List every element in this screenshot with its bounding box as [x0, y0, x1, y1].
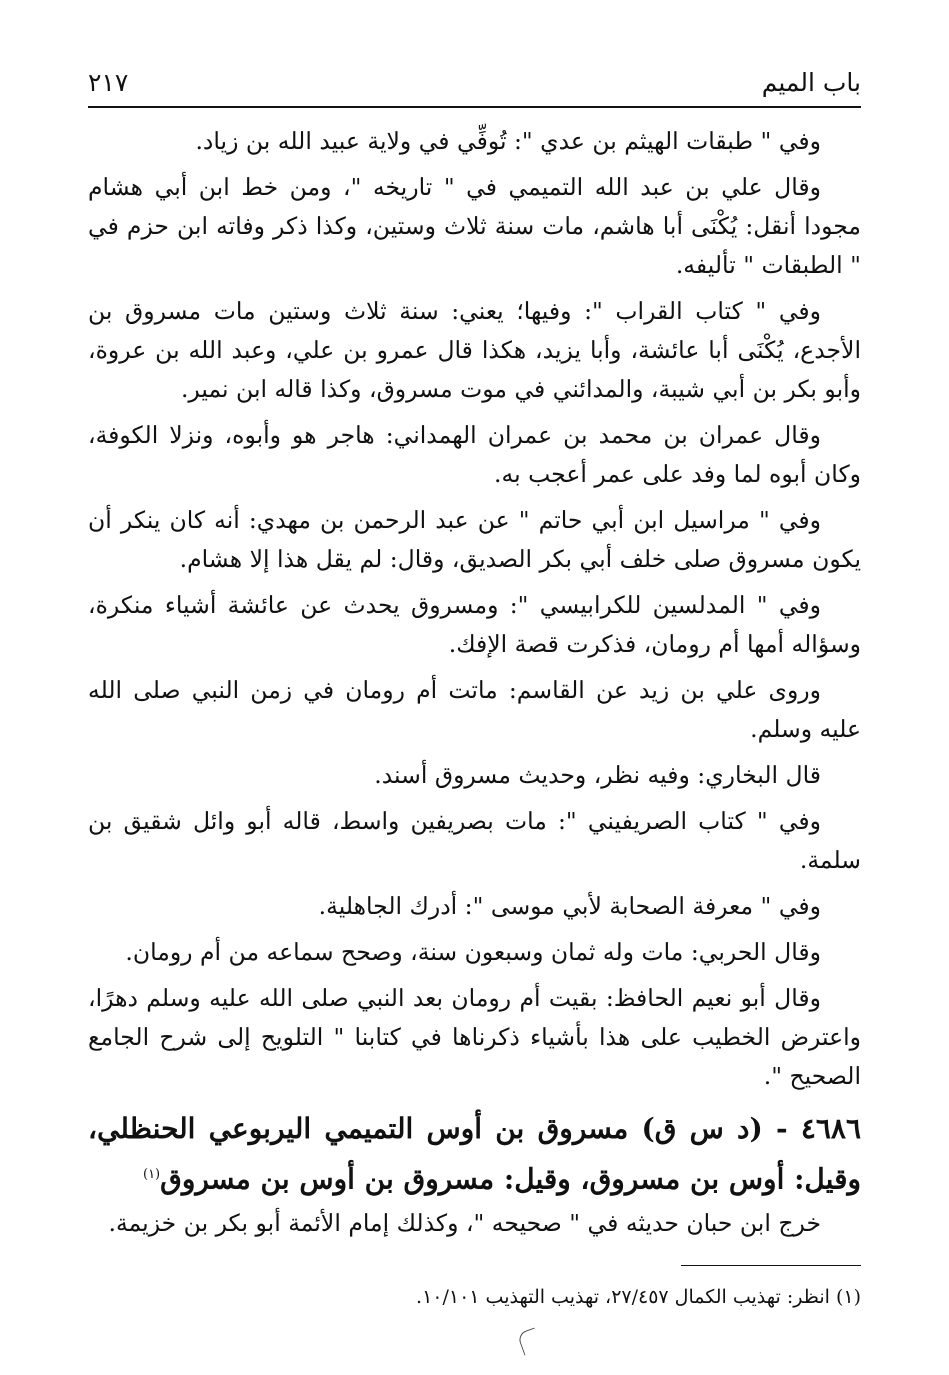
footnote-marker[interactable]: (١): [142, 1167, 161, 1182]
page-header: [88, 58, 861, 108]
paragraph: وفي " طبقات الهيثم بن عدي ": تُوفِّي في ولاية عبيد الله بن زياد.: [195, 127, 821, 155]
body-text: [88, 122, 861, 1250]
running-title: باب الميم: [761, 68, 861, 97]
entry-text: خرج ابن حبان حديثه في " صحيحه "، وكذلك إمام الأئمة أبو بكر بن خزيمة.: [108, 1209, 821, 1238]
paragraph: وفي " معرفة الصحابة لأبي موسى ": أدرك الجاهلية.: [318, 892, 821, 920]
entry-heading-text: ٤٦٨٦ - (د س ق) مسروق بن أوس التميمي اليربوعي الحنظلي، وقيل: أوس بن مسروق، وقيل: مسروق بن أوس بن مسروق: [88, 1112, 861, 1196]
paragraph: وفي " كتاب القراب ": وفيها؛ يعني: سنة ثلاث وستين مات مسروق بن الأجدع، يُكْنَى أبا عائشة، وأبا يزيد، هكذا قال عمرو بن علي، وعبد الله بن عروة، وأبو بكر بن أبي شيبة، والمدائني في موت مسروق، وكذا قاله ابن نمير.: [88, 297, 861, 403]
paragraph: وقال عمران بن محمد بن عمران الهمداني: هاجر هو وأبوه، ونزلا الكوفة، وكان أبوه لما وفد على عمر أعجب به.: [88, 421, 861, 488]
footnote-divider: [681, 1265, 861, 1266]
paragraph: وفي " المدلسين للكرابيسي ": ومسروق يحدث عن عائشة أشياء منكرة، وسؤاله أمها أم رومان، فذكرت قصة الإفك.: [88, 591, 861, 658]
paragraph: وقال أبو نعيم الحافظ: بقيت أم رومان بعد النبي صلى الله عليه وسلم دهرًا، واعترض الخطيب على هذا بأشياء ذكرناها في كتابنا " التلويح إلى شرح الجامع الصحيح ".: [88, 984, 861, 1090]
footnote: (١) انظر: تهذيب الكمال ٢٧/٤٥٧، تهذيب التهذيب ١٠/١٠١.: [416, 1286, 861, 1308]
paragraph: وقال الحربي: مات وله ثمان وسبعون سنة، وصحح سماعه من أم رومان.: [125, 938, 821, 966]
scan-mark-icon: [517, 1327, 543, 1355]
page-number: ٢١٧: [88, 68, 129, 97]
paragraph: وفي " مراسيل ابن أبي حاتم " عن عبد الرحمن بن مهدي: أنه كان ينكر أن يكون مسروق صلى خلف أبي بكر الصديق، وقال: لم يقل هذا إلا هشام.: [88, 506, 861, 573]
paragraph: وفي " كتاب الصريفيني ": مات بصريفين واسط، قاله أبو وائل شقيق بن سلمة.: [88, 807, 861, 874]
paragraph: وروى علي بن زيد عن القاسم: ماتت أم رومان في زمن النبي صلى الله عليه وسلم.: [88, 676, 861, 743]
entry-heading: [88, 1106, 861, 1202]
paragraph: وقال علي بن عبد الله التميمي في " تاريخه "، ومن خط ابن أبي هشام مجودا أنقل: يُكْنَى أبا هاشم، مات سنة ثلاث وستين، وكذا ذكر وفاته ابن حزم في " الطبقات " تأليفه.: [88, 173, 861, 279]
paragraph: قال البخاري: وفيه نظر، وحديث مسروق أسند.: [374, 761, 821, 789]
